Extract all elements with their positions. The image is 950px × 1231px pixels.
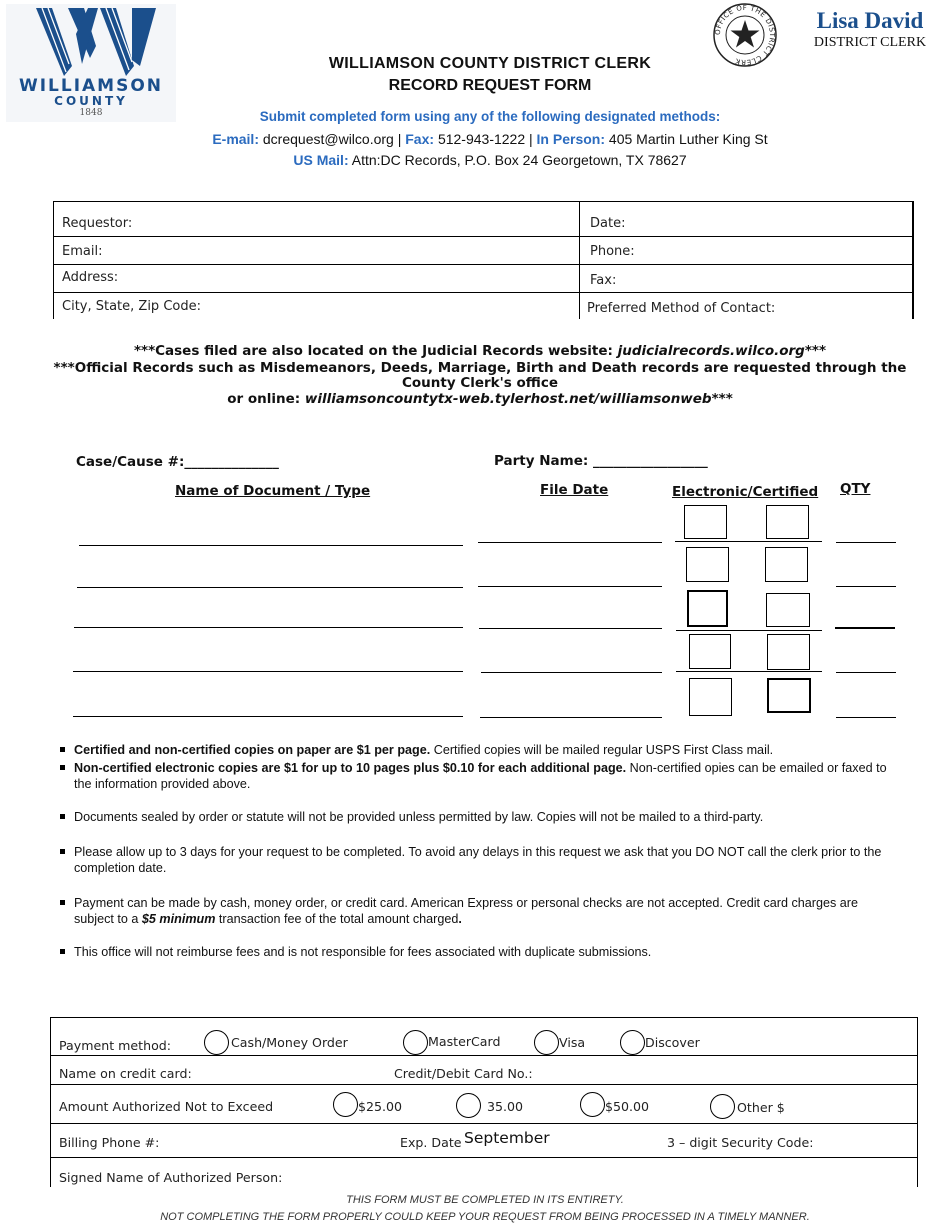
- note-text: or online:: [227, 391, 305, 407]
- qty-line[interactable]: [836, 542, 896, 543]
- bullet-icon: [60, 814, 65, 819]
- amount-35-radio[interactable]: [456, 1093, 481, 1118]
- payment-method-label: Payment method:: [59, 1038, 172, 1053]
- file-date-column-header: File Date: [540, 482, 609, 498]
- signed-name-field[interactable]: Signed Name of Authorized Person:: [59, 1170, 283, 1185]
- row-line: [50, 1084, 918, 1085]
- qty-line[interactable]: [836, 586, 896, 587]
- electronic-checkbox[interactable]: [684, 505, 727, 539]
- card-number-field[interactable]: Credit/Debit Card No.:: [394, 1066, 533, 1081]
- clerk-title: DISTRICT CLERK: [813, 35, 927, 50]
- bullet-icon: [60, 949, 65, 954]
- case-number-field[interactable]: [76, 454, 279, 470]
- electronic-checkbox[interactable]: [686, 547, 729, 582]
- amount-35-label: 35.00: [487, 1099, 524, 1114]
- electronic-checkbox[interactable]: [689, 678, 732, 716]
- qty-line[interactable]: [836, 717, 896, 718]
- online-note: [40, 391, 920, 407]
- bullet-sealed-documents: [60, 809, 890, 825]
- judicial-records-link[interactable]: judicialrecords.wilco.org: [617, 343, 805, 359]
- file-date-line[interactable]: [478, 586, 662, 587]
- row-line: [53, 292, 914, 293]
- fax-label: Fax:: [405, 131, 435, 147]
- bullet-bold: Non-certified electronic copies are $1 for up to 10 pages plus $0.10 for each additional page.: [74, 761, 627, 775]
- exp-date-label: Exp. Date: [400, 1135, 462, 1150]
- mastercard-label: MasterCard: [428, 1034, 501, 1049]
- bullet-text: This office will not reimburse fees and is not responsible for fees associated with duplicate submissions.: [74, 945, 652, 959]
- row-divider: [675, 541, 822, 542]
- note-text: ***: [804, 343, 827, 359]
- cash-money-order-label: Cash/Money Order: [231, 1035, 348, 1050]
- visa-radio[interactable]: [534, 1030, 559, 1055]
- note-text: ***: [711, 391, 733, 407]
- city-state-zip-field[interactable]: City, State, Zip Code:: [62, 299, 201, 314]
- table-border: [912, 201, 914, 319]
- date-field[interactable]: Date:: [590, 216, 626, 231]
- file-date-line[interactable]: [480, 717, 662, 718]
- preferred-contact-field[interactable]: Preferred Method of Contact:: [587, 301, 776, 316]
- bullet-paper-copies: [60, 742, 890, 758]
- cash-money-order-radio[interactable]: [204, 1030, 229, 1055]
- email-value[interactable]: dcrequest@wilco.org: [262, 131, 394, 147]
- contact-line-2: [190, 152, 790, 168]
- mastercard-radio[interactable]: [403, 1030, 428, 1055]
- fax-value: 512-943-1222: [437, 131, 526, 147]
- document-column-header: Name of Document / Type: [175, 483, 371, 499]
- document-line[interactable]: [79, 545, 463, 546]
- bullet-text: transaction fee of the total amount charged: [215, 912, 459, 926]
- clerk-name: Lisa David: [816, 8, 924, 33]
- electronic-checkbox[interactable]: [689, 634, 731, 669]
- bullet-icon: [60, 849, 65, 854]
- submit-instructions: Submit completed form using any of the following designated methods:: [259, 109, 721, 124]
- phone-field[interactable]: Phone:: [590, 244, 635, 259]
- certified-checkbox[interactable]: [766, 505, 809, 539]
- electronic-checkbox[interactable]: [687, 590, 728, 627]
- name-on-card-field[interactable]: Name on credit card:: [59, 1066, 192, 1081]
- bullet-bold: $5 minimum: [141, 912, 216, 926]
- bullet-bold: Certified and non-certified copies on paper are $1 per page.: [74, 743, 431, 757]
- mail-value: Attn:DC Records, P.O. Box 24 Georgetown, TX 78627: [351, 152, 687, 168]
- row-line: [53, 264, 914, 265]
- bullet-text: Payment can be made by cash, money order, or credit card. American Express or personal checks are not accepted. Credit card charges are subject to a: [74, 896, 858, 926]
- table-divider: [579, 201, 580, 319]
- visa-label: Visa: [559, 1035, 586, 1050]
- requestor-field[interactable]: Requestor:: [62, 216, 133, 231]
- amount-other-label: Other $: [737, 1100, 785, 1115]
- qty-line[interactable]: [835, 627, 895, 629]
- contact-line-1: [190, 131, 790, 147]
- bullet-text: .: [458, 912, 462, 926]
- fax-field[interactable]: Fax:: [590, 273, 617, 288]
- exp-date-value[interactable]: September: [464, 1129, 550, 1147]
- row-divider: [676, 630, 822, 631]
- certified-checkbox[interactable]: [765, 547, 808, 582]
- document-line[interactable]: [73, 671, 463, 672]
- amount-authorized-label: Amount Authorized Not to Exceed: [59, 1099, 274, 1114]
- amount-other-radio[interactable]: [710, 1094, 735, 1119]
- party-name-label: Party Name:: [494, 453, 589, 469]
- case-number-label: Case/Cause #:: [76, 454, 185, 470]
- certified-checkbox[interactable]: [766, 593, 810, 627]
- document-line[interactable]: [73, 716, 463, 717]
- judicial-records-note: [40, 343, 920, 359]
- electronic-certified-column-header: Electronic/Certified: [672, 484, 819, 500]
- note-text: ***Cases filed are also located on the Judicial Records website:: [133, 343, 618, 359]
- discover-radio[interactable]: [620, 1030, 645, 1055]
- form-subtitle: RECORD REQUEST FORM: [388, 77, 592, 94]
- security-code-field[interactable]: 3 – digit Security Code:: [667, 1135, 814, 1150]
- bullet-text: Documents sealed by order or statute will not be provided unless permitted by law. Copies will not be mailed to a third-party.: [74, 810, 764, 824]
- mail-label: US Mail:: [293, 152, 349, 168]
- logo-county: COUNTY: [54, 94, 128, 108]
- separator: |: [529, 131, 533, 147]
- row-line: [50, 1055, 918, 1056]
- file-date-line[interactable]: [481, 672, 662, 673]
- document-line[interactable]: [74, 627, 463, 628]
- district-clerk-seal-icon: [712, 2, 778, 68]
- amount-50-label: $50.00: [605, 1099, 650, 1114]
- amount-50-radio[interactable]: [580, 1092, 605, 1117]
- file-date-line[interactable]: [478, 542, 662, 543]
- amount-25-radio[interactable]: [333, 1092, 358, 1117]
- bullet-electronic-copies: [60, 760, 890, 792]
- bullet-payment: [60, 895, 890, 927]
- row-line: [50, 1123, 918, 1124]
- footer-line-2: NOT COMPLETING THE FORM PROPERLY COULD KEEP YOUR REQUEST FROM BEING PROCESSED IN A TIMELY MANNER.: [160, 1211, 810, 1223]
- row-line: [50, 1157, 918, 1158]
- bullet-icon: [60, 765, 65, 770]
- bullet-text: Non-certified opies can be emailed or faxed to the information provided above.: [74, 761, 887, 791]
- bullet-icon: [60, 900, 65, 905]
- in-person-label: In Person:: [536, 131, 606, 147]
- bullet-icon: [60, 747, 65, 752]
- row-divider: [676, 671, 822, 672]
- footer-line-1: THIS FORM MUST BE COMPLETED IN ITS ENTIRETY.: [346, 1194, 624, 1206]
- logo-name: WILLIAMSON: [18, 76, 164, 96]
- in-person-value: 405 Martin Luther King St: [608, 131, 768, 147]
- bullet-processing-time: [60, 844, 890, 876]
- logo-year: 1848: [79, 108, 103, 118]
- case-number-blank: ______________: [184, 454, 279, 470]
- certified-checkbox[interactable]: [767, 678, 811, 713]
- bullet-text: Please allow up to 3 days for your request to be completed. To avoid any delays in this request we ask that you DO NOT call the clerk prior to the completion date.: [74, 845, 882, 875]
- row-line: [53, 236, 914, 237]
- separator: |: [397, 131, 402, 147]
- qty-line[interactable]: [836, 672, 896, 673]
- seal-text: OFFICE OF THE DISTRICT CLERK: [713, 3, 777, 67]
- official-records-note: ***Official Records such as Misdemeanors, Deeds, Marriage, Birth and Death records are requested through the: [53, 360, 907, 376]
- certified-checkbox[interactable]: [767, 634, 810, 670]
- file-date-line[interactable]: [479, 628, 662, 629]
- discover-label: Discover: [645, 1035, 700, 1050]
- email-field[interactable]: Email:: [62, 244, 103, 259]
- party-name-blank: _________________: [593, 453, 708, 469]
- amount-25-label: $25.00: [358, 1099, 403, 1114]
- bullet-text: Certified copies will be mailed regular USPS First Class mail.: [430, 743, 774, 757]
- email-label: E-mail:: [212, 131, 259, 147]
- qty-column-header: QTY: [840, 481, 871, 497]
- billing-phone-field[interactable]: Billing Phone #:: [59, 1135, 160, 1150]
- party-name-field[interactable]: [494, 453, 708, 469]
- bullet-reimbursement: [60, 944, 890, 960]
- tylerhost-link[interactable]: williamsoncountytx-web.tylerhost.net/williamsonweb: [304, 391, 712, 407]
- document-line[interactable]: [77, 587, 463, 588]
- address-field[interactable]: Address:: [62, 270, 119, 285]
- county-clerk-note: County Clerk's office: [401, 375, 559, 391]
- form-title: WILLIAMSON COUNTY DISTRICT CLERK: [328, 55, 652, 72]
